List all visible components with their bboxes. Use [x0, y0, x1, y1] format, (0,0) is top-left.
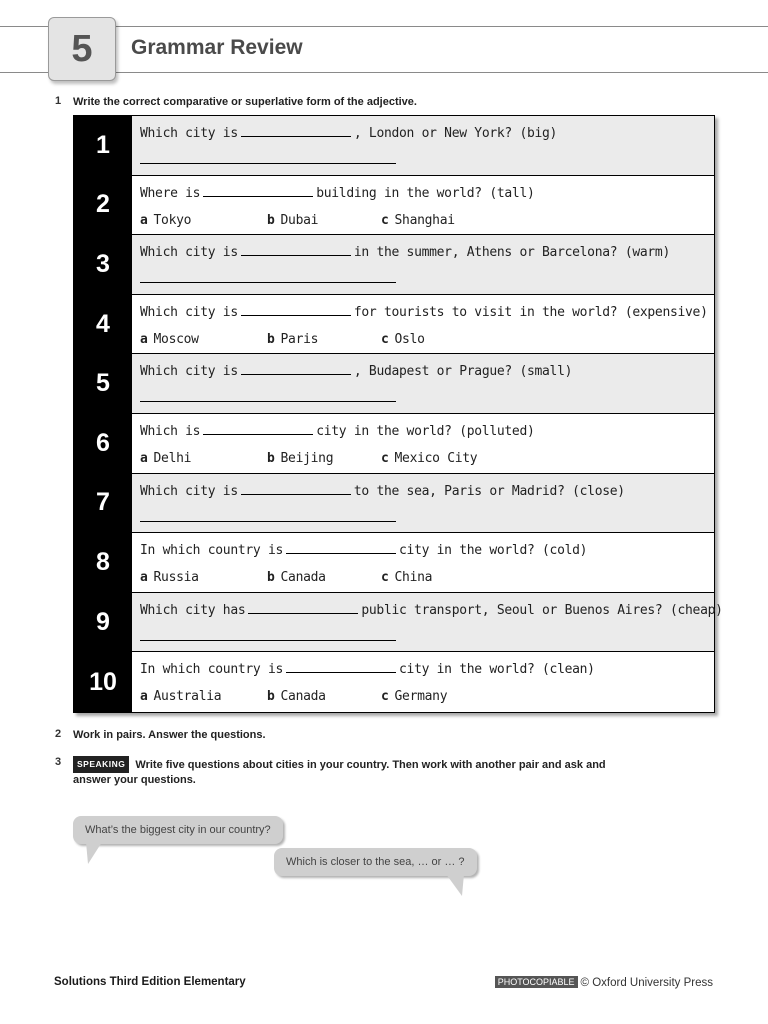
question-table — [73, 115, 723, 713]
answer-option[interactable] — [381, 451, 477, 466]
question-number: 9 — [74, 593, 132, 652]
question-number: 5 — [74, 354, 132, 413]
option-text: Shanghai — [394, 212, 455, 228]
answer-blank[interactable] — [286, 661, 396, 673]
option-letter: c — [381, 689, 389, 705]
option-letter: b — [267, 450, 275, 466]
question-row — [74, 414, 714, 474]
question-text — [140, 542, 587, 558]
option-letter: b — [267, 570, 275, 586]
question-number: 8 — [74, 533, 132, 592]
option-text: Canada — [280, 689, 326, 705]
option-letter: b — [267, 689, 275, 705]
question-number: 2 — [74, 176, 132, 235]
question-content — [132, 652, 714, 712]
question-row — [74, 652, 714, 712]
answer-blank[interactable] — [241, 304, 351, 316]
question-text-before: In which country is — [140, 662, 284, 678]
option-letter: a — [140, 450, 148, 466]
answer-line[interactable] — [140, 282, 396, 283]
question-content — [132, 414, 714, 473]
question-text-after: public transport, Seoul or Buenos Aires? (cheap) — [361, 602, 723, 618]
question-text-after: city in the world? (polluted) — [316, 423, 535, 439]
footer-copyright — [495, 976, 713, 989]
speech-bubble-1-tail — [84, 842, 104, 866]
answer-option[interactable] — [381, 332, 425, 347]
answer-option[interactable] — [140, 332, 199, 347]
question-text-after: building in the world? (tall) — [316, 185, 535, 201]
question-text-before: Which city has — [140, 602, 246, 618]
option-letter: b — [267, 331, 275, 347]
answer-option[interactable] — [267, 570, 326, 585]
question-text-after: , London or New York? (big) — [353, 126, 558, 141]
answer-blank[interactable] — [203, 423, 313, 435]
speech-bubble-2-tail — [446, 874, 466, 898]
option-letter: c — [381, 570, 389, 586]
footer-book-title: Solutions Third Edition Elementary — [54, 976, 246, 988]
answer-blank[interactable] — [286, 542, 396, 554]
option-text: Beijing — [280, 450, 334, 466]
question-row — [74, 176, 714, 236]
question-text-after: for tourists to visit in the world? (expensive) — [353, 304, 708, 320]
option-letter: a — [140, 689, 148, 705]
question-row — [74, 354, 714, 414]
answer-option[interactable] — [140, 689, 221, 704]
question-content — [132, 295, 714, 354]
option-letter: a — [140, 212, 148, 228]
exercise-2-number: 2 — [55, 728, 62, 740]
exercise-3-instruction — [73, 756, 606, 788]
copyright-text: © Oxford University Press — [580, 977, 713, 989]
question-text-before: Which is — [140, 423, 201, 439]
option-text: Dubai — [280, 212, 319, 228]
question-text — [140, 125, 557, 141]
question-row — [74, 593, 723, 653]
question-text-after: city in the world? (clean) — [399, 662, 595, 678]
page-title: Grammar Review — [131, 36, 303, 59]
option-text: Russia — [153, 570, 199, 586]
photocopiable-tag: PHOTOCOPIABLE — [495, 976, 578, 988]
option-text: Moscow — [153, 331, 199, 347]
question-text-before: In which country is — [140, 543, 284, 559]
option-text: Australia — [153, 689, 222, 705]
answer-line[interactable] — [140, 401, 396, 402]
question-text-before: Which city is — [140, 126, 238, 141]
option-letter: c — [381, 331, 389, 347]
question-number: 7 — [74, 474, 132, 533]
exercise-3-line2: answer your questions. — [73, 774, 196, 786]
answer-option[interactable] — [381, 213, 455, 228]
question-content — [132, 533, 714, 592]
answer-option[interactable] — [267, 332, 318, 347]
exercise-3-number: 3 — [55, 756, 62, 768]
exercise-3-line1: Write five questions about cities in your country. Then work with another pair and ask and — [135, 759, 606, 771]
answer-blank[interactable] — [241, 363, 351, 375]
speech-bubble-1: What’s the biggest city in our country? — [73, 816, 283, 844]
question-number: 4 — [74, 295, 132, 354]
question-text-after: city in the world? (cold) — [399, 543, 588, 559]
question-text — [140, 304, 708, 320]
question-row — [74, 533, 714, 593]
answer-blank[interactable] — [241, 244, 351, 256]
exercise-2-instruction: Work in pairs. Answer the questions. — [73, 729, 266, 741]
option-text: Tokyo — [153, 212, 192, 228]
question-text-before: Which city is — [140, 483, 238, 499]
option-text: Canada — [280, 570, 326, 586]
question-text-before: Which city is — [140, 245, 238, 261]
question-row — [74, 235, 714, 295]
answer-option[interactable] — [267, 213, 318, 228]
answer-option[interactable] — [267, 689, 326, 704]
answer-blank[interactable] — [203, 185, 313, 197]
question-number: 6 — [74, 414, 132, 473]
option-letter: a — [140, 331, 148, 347]
answer-option[interactable] — [140, 451, 191, 466]
answer-line[interactable] — [140, 640, 396, 641]
answer-blank[interactable] — [248, 602, 358, 614]
question-number: 3 — [74, 235, 132, 294]
question-content — [132, 235, 714, 294]
option-letter: b — [267, 212, 275, 228]
option-letter: a — [140, 570, 148, 586]
question-number: 10 — [74, 652, 132, 712]
question-content — [132, 116, 714, 175]
question-row — [74, 116, 714, 176]
option-text: China — [394, 570, 433, 586]
question-number: 1 — [74, 116, 132, 175]
option-text: Delhi — [153, 450, 192, 466]
answer-option[interactable] — [267, 451, 333, 466]
question-text — [140, 661, 595, 677]
speaking-tag: SPEAKING — [73, 756, 129, 773]
question-content — [132, 593, 723, 652]
question-text — [140, 483, 625, 499]
answer-line[interactable] — [140, 163, 396, 164]
answer-line[interactable] — [140, 521, 396, 522]
question-content — [132, 176, 714, 235]
question-text — [140, 244, 670, 260]
exercise-1-instruction: Write the correct comparative or superlative form of the adjective. — [73, 96, 417, 108]
answer-option[interactable] — [140, 570, 199, 585]
question-text-after: in the summer, Athens or Barcelona? (warm) — [353, 245, 670, 261]
question-text-after: to the sea, Paris or Madrid? (close) — [353, 483, 625, 499]
question-content — [132, 354, 714, 413]
speech-bubble-2: Which is closer to the sea, … or … ? — [274, 848, 477, 876]
question-text — [140, 185, 535, 201]
option-text: Oslo — [394, 331, 425, 347]
option-text: Germany — [394, 689, 448, 705]
option-letter: c — [381, 450, 389, 466]
option-text: Mexico City — [394, 450, 478, 466]
answer-option[interactable] — [381, 689, 447, 704]
answer-blank[interactable] — [241, 483, 351, 495]
question-text-before: Where is — [140, 185, 201, 201]
exercise-1-number: 1 — [55, 95, 62, 107]
question-text — [140, 363, 572, 379]
question-text-after: , Budapest or Prague? (small) — [353, 364, 573, 380]
answer-option[interactable] — [140, 213, 191, 228]
question-text — [140, 602, 723, 618]
question-text-before: Which city is — [140, 304, 238, 320]
question-row — [74, 474, 714, 534]
question-text-before: Which city is — [140, 364, 238, 380]
question-row — [74, 295, 714, 355]
question-text — [140, 423, 535, 439]
answer-option[interactable] — [381, 570, 432, 585]
option-text: Paris — [280, 331, 319, 347]
question-content — [132, 474, 714, 533]
option-letter: c — [381, 212, 389, 228]
unit-number-badge: 5 — [48, 17, 116, 81]
answer-blank[interactable] — [241, 125, 351, 137]
